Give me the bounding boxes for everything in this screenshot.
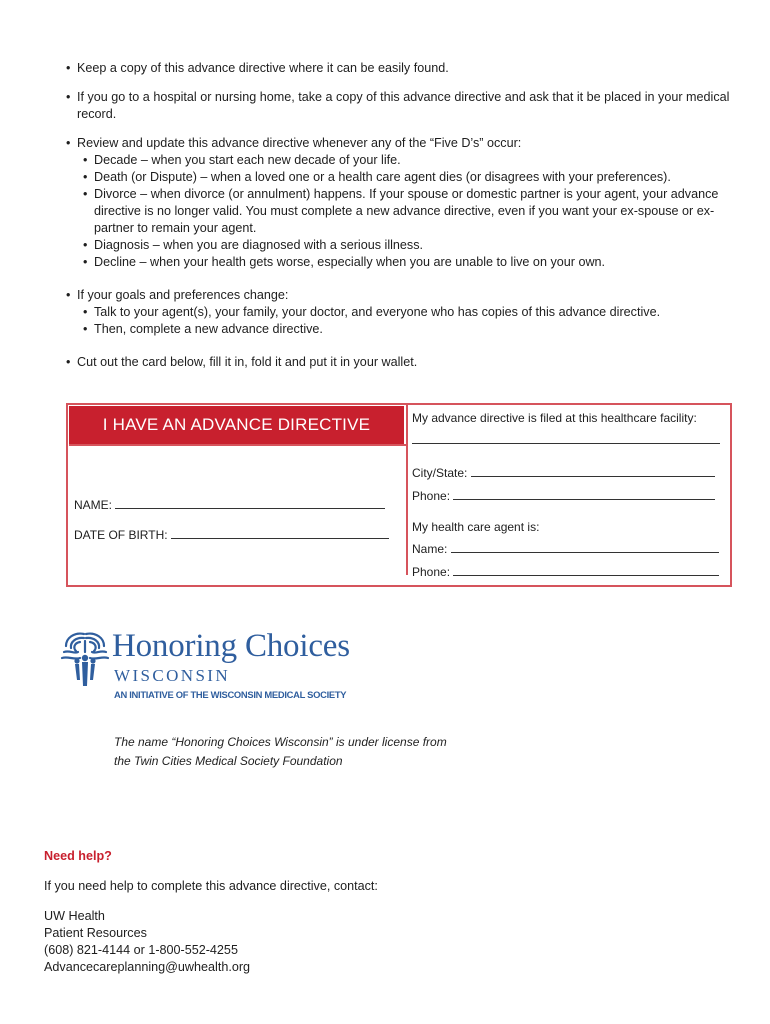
card-name-label: NAME: bbox=[74, 498, 113, 512]
five-ds-decade: • Decade – when you start each new decade of your life. bbox=[83, 152, 746, 169]
card-city-line[interactable] bbox=[471, 466, 715, 477]
card-vertical-divider bbox=[406, 405, 408, 575]
card-dob-row bbox=[74, 528, 389, 542]
license-line-1: The name “Honoring Choices Wisconsin” is under license from bbox=[114, 735, 447, 749]
goals-list bbox=[83, 304, 746, 338]
five-ds-decline: • Decline – when your health gets worse, especially when you are unable to live on your own. bbox=[83, 254, 746, 271]
contact-phone: (608) 821-4144 or 1-800-552-4255 bbox=[44, 943, 238, 957]
card-phone-line[interactable] bbox=[453, 489, 715, 500]
help-text: If you need help to complete this advance directive, contact: bbox=[44, 879, 378, 893]
contact-org: UW Health bbox=[44, 909, 105, 923]
card-agent-phone-line[interactable] bbox=[453, 565, 719, 576]
five-ds-divorce: • Divorce – when divorce (or annulment) happens. If your spouse or domestic partner is your agent, your advance directive is no longer valid. You must complete a new advance directive, even if you want your ex-spouse or ex-partner to remain your agent. bbox=[83, 186, 746, 237]
card-city-label: City/State: bbox=[412, 466, 468, 480]
five-ds-list bbox=[83, 152, 746, 271]
help-contact bbox=[44, 908, 250, 976]
instruction-goals-text: • If your goals and preferences change: bbox=[77, 288, 289, 302]
card-phone-label: Phone: bbox=[412, 489, 451, 503]
card-name-line[interactable] bbox=[115, 498, 385, 509]
card-city-row bbox=[412, 466, 715, 480]
card-agent-name-label: Name: bbox=[412, 542, 448, 556]
card-agent-name-line[interactable] bbox=[451, 542, 719, 553]
card-dob-line[interactable] bbox=[171, 528, 389, 539]
instruction-goals bbox=[66, 287, 746, 338]
wallet-card bbox=[66, 403, 732, 587]
contact-dept: Patient Resources bbox=[44, 926, 147, 940]
logo-tagline: AN INITIATIVE OF THE WISCONSIN MEDICAL SOCIETY bbox=[114, 689, 347, 700]
card-facility-line[interactable] bbox=[412, 433, 720, 444]
goals-complete: • Then, complete a new advance directive. bbox=[83, 321, 746, 338]
license-line-2: the Twin Cities Medical Society Foundation bbox=[114, 754, 343, 768]
logo-title: Honoring Choices bbox=[112, 628, 350, 664]
license-note bbox=[114, 733, 447, 771]
card-phone-row bbox=[412, 489, 715, 503]
card-agent-name-row bbox=[412, 542, 719, 556]
instructions-list bbox=[66, 60, 746, 371]
five-ds-death: • Death (or Dispute) – when a loved one or a health care agent dies (or disagrees with your preferences). bbox=[83, 169, 746, 186]
card-name-row bbox=[74, 498, 385, 512]
five-ds-diagnosis: • Diagnosis – when you are diagnosed with a serious illness. bbox=[83, 237, 746, 254]
contact-email[interactable]: Advancecareplanning@uwhealth.org bbox=[44, 960, 251, 974]
help-heading: Need help? bbox=[44, 849, 112, 863]
instruction-hospital: • If you go to a hospital or nursing home, take a copy of this advance directive and ask that it be placed in your medical record. bbox=[66, 89, 746, 123]
tree-people-icon bbox=[60, 628, 110, 690]
instruction-cut-card: • Cut out the card below, fill it in, fold it and put it in your wallet. bbox=[66, 354, 746, 371]
instruction-review bbox=[66, 135, 746, 271]
card-agent-phone-row bbox=[412, 565, 719, 579]
card-facility-row bbox=[412, 433, 720, 447]
instruction-review-text: • Review and update this advance directive whenever any of the “Five D’s” occur: bbox=[77, 136, 522, 150]
instruction-keep-copy: • Keep a copy of this advance directive where it can be easily found. bbox=[66, 60, 746, 77]
card-agent-phone-label: Phone: bbox=[412, 565, 451, 579]
card-title: I HAVE AN ADVANCE DIRECTIVE bbox=[69, 406, 404, 444]
card-dob-label: DATE OF BIRTH: bbox=[74, 528, 168, 542]
honoring-choices-logo bbox=[60, 626, 380, 706]
logo-subtitle: WISCONSIN bbox=[114, 666, 231, 685]
card-agent-label: My health care agent is: bbox=[412, 520, 540, 534]
card-title-divider bbox=[69, 444, 406, 446]
card-facility-label: My advance directive is filed at this healthcare facility: bbox=[412, 411, 697, 425]
goals-talk: • Talk to your agent(s), your family, your doctor, and everyone who has copies of this advance directive. bbox=[83, 304, 746, 321]
